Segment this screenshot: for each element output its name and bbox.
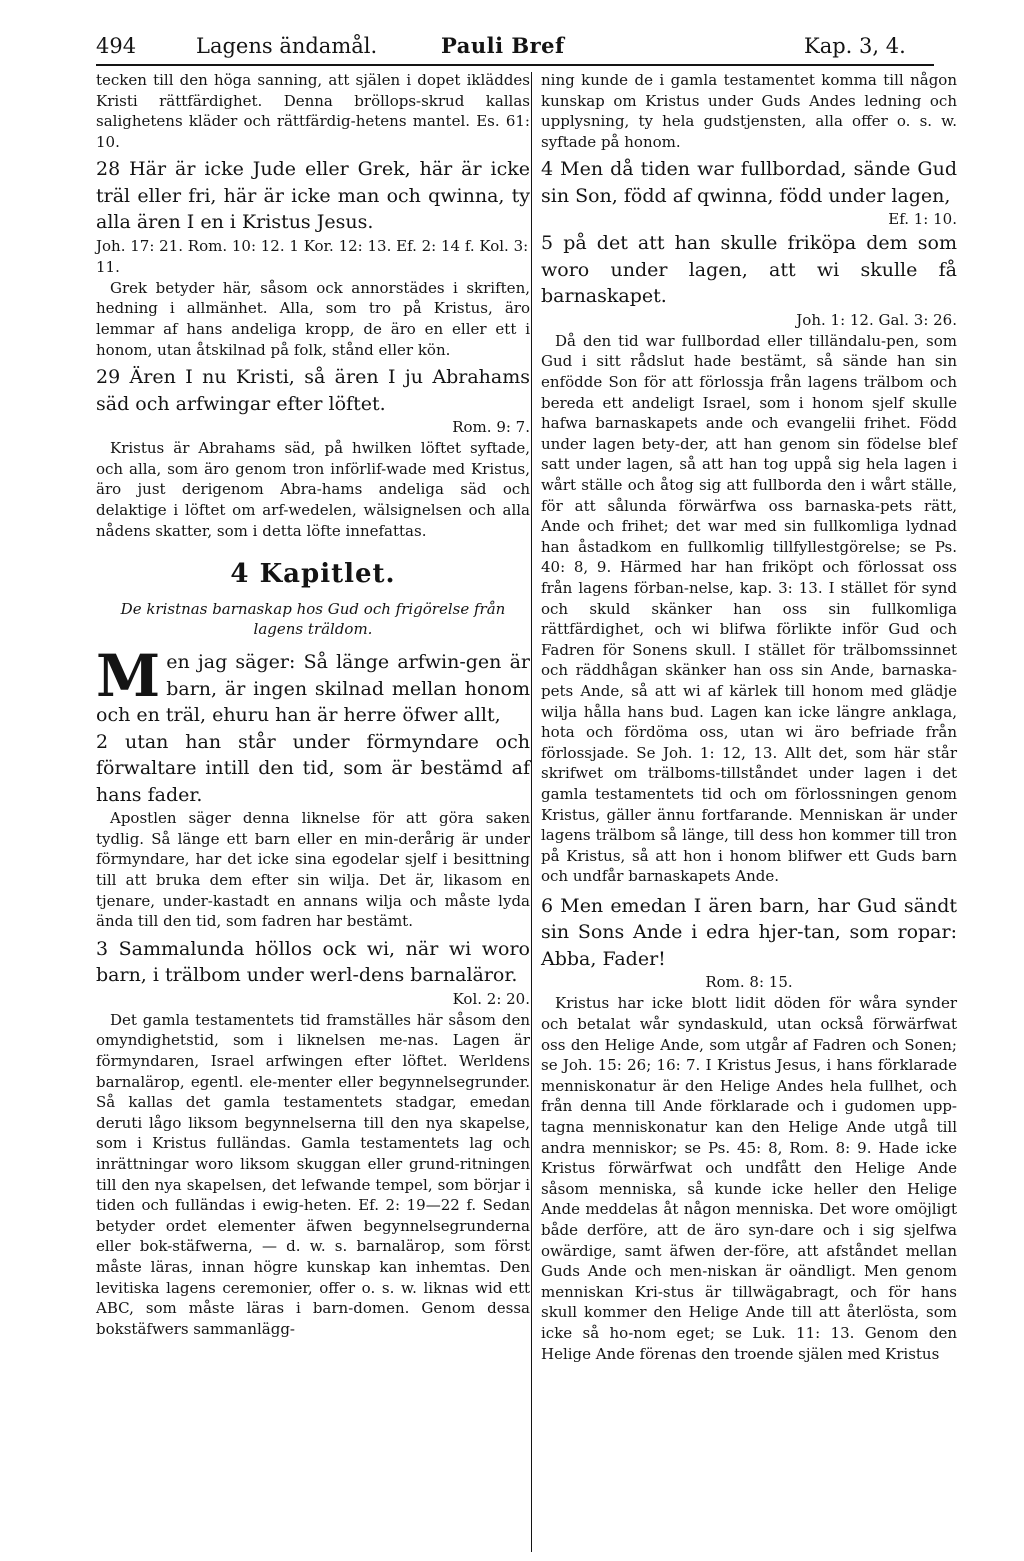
- verse-reference: Rom. 8: 15.: [705, 973, 793, 992]
- chapter-indicator: Kap. 3, 4.: [804, 34, 906, 58]
- commentary-block: tecken till den höga sanning, att själen i dopet ikläddes Kristi rättfärdighet. Denna bröllops-skrud kallas salighetens kläder och rättfärdig-hetens mantel. Es. 61: 10.: [96, 71, 530, 151]
- chapter-title: 4 Kapitlet.: [230, 559, 396, 590]
- verse-29: 29 Ären I nu Kristi, så ären I ju Abrahams säd och arfwingar efter löftet.: [96, 366, 530, 415]
- header-rule: [96, 64, 934, 66]
- verse-reference: Rom. 9: 7.: [452, 418, 530, 437]
- verse-reference: Ef. 1: 10.: [888, 210, 957, 229]
- verse-4: 4 Men då tiden war fullbordad, sände Gud sin Son, född af qwinna, född under lagen,: [541, 158, 957, 207]
- verse-1: [96, 642, 530, 729]
- center-running-title: Pauli Bref: [441, 33, 565, 58]
- verse-28: 28 Här är icke Jude eller Grek, här är icke träl eller fri, här är icke man och qwinna, ty alla ären I en i Kristus Jesus.: [96, 158, 530, 234]
- verse-6: 6 Men emedan I ären barn, har Gud sändt sin Sons Ande i edra hjer-tan, som ropar: Abba, Fader!: [541, 894, 957, 970]
- verse-references: Joh. 1: 12. Gal. 3: 26.: [796, 310, 957, 329]
- commentary-block: Apostlen säger denna liknelse för att göra saken tydlig. Så länge ett barn eller en min-derårig är under förmyndare, har det icke sina egodelar sjelf i besittning till att bruka dem efter sin wilja. Det är, likasom en tjenare, under-kastadt en annans wilja och måste lyda ända till den tid, som fadren har bestämt.: [96, 809, 530, 931]
- commentary-block: Kristus har icke blott lidit döden för wåra synder och betalat wår syndaskuld, utan också förwärfwat oss den Helige Ande, som utgår af Fadren och Sonen; se Joh. 15: 26; 16: 7. I Kristus Jesus, i hans förklarade menniskonatur är den Helige Andes hela fullhet, och från denna till Ande förklarade och i gudomen upp-tagna menniskonatur kan den Helige Ande utgå till andra menniskor; se Ps. 45: 8, Rom. 8: 9. Hade icke Kristus förwärfwat och undfått den Helige Ande såsom menniska, så kunde icke heller den Helige Ande meddelas åt någon menniska. Det wore omöjligt både derföre, att de äro syn-dare och i sig sjelfwa owärdige, samt äfwen der-före, att afståndet mellan Guds Ande och men-niskan är oändligt. Men genom menniskan Kri-stus är tillwägabragt, och för hans skull kommer den Helige Ande till att återlösta, som icke så ho-nom eget; se Luk. 11: 13. Genom den Helige Ande förenas den troende själen med Kristus: [541, 994, 957, 1363]
- verse-1-text: en jag säger: Så länge arfwin-gen är barn, är ingen skilnad mellan honom och en träl, ehuru han är herre öfwer allt,: [96, 651, 530, 727]
- verse-5: 5 på det att han skulle friköpa dem som woro under lagen, att wi skulle få barnaskapet.: [541, 232, 957, 308]
- running-head: [96, 26, 934, 66]
- right-column: [541, 70, 957, 1364]
- commentary-block: ning kunde de i gamla testamentet komma till någon kunskap om Kristus under Guds Andes ledning och upplysning, ty hela gudstjensten, alla offer o. s. w. syftade på honom.: [541, 71, 957, 151]
- left-column: [96, 70, 530, 1339]
- left-running-title: Lagens ändamål.: [196, 34, 378, 58]
- verse-references: Joh. 17: 21. Rom. 10: 12. 1 Kor. 12: 13. Ef. 2: 14 f. Kol. 3: 11.: [96, 236, 529, 276]
- chapter-summary: De kristnas barnaskap hos Gud och frigörelse från lagens träldom.: [120, 600, 506, 639]
- commentary-block: Grek betyder här, såsom ock annorstädes i skriften, hedning i allmänhet. Alla, som tro på Kristus, äro lemmar af hans andeliga kropp, de äro en eller ett i honom, utan åtskilnad på folk, stånd eller kön.: [96, 278, 530, 359]
- verse-reference: Kol. 2: 20.: [452, 989, 530, 1008]
- commentary-block: Då den tid war fullbordad eller tilländalu-pen, som Gud i sitt rådslut hade bestämt, så sände han sin enfödde Son för att förlossja från lagens trälbom och bereda ett andeligt Israel, som i honom sjelf skulle hafwa barnaskapets ande och evangelii frihet. Född under lagen bety-der, att han genom sin födelse blef satt under lagen, så att han tog uppå sig hela lagen i wårt ställe och åtog sig att fullborda den i wårt ställe, för att sålunda förwärfwa oss barnaska-pets rätt, Ande och frihet; det war med sin fullkomliga lydnad han åstadkom en fullkomlig tillfyllestgörelse; se Ps. 40: 8, 9. Härmed har han friköpt och förlossat oss från lagens förban-nelse, kap. 3: 13. I stället för synd och skuld skänker han oss sin fullkomliga rättfärdighet, och wi blifwa förlikte inför Gud och Fadren för Sonens skull. I stället för trälbomssinnet och räddhågan skänker han oss sin Ande, barnaska-pets Ande, så att wi af kärlek till honom med glädje wilja hålla hans bud. Lagen kan icke längre anklaga, hota och fördöma oss, utan wi äro befriade från förlossjade. Se Joh. 1: 12, 13. Allt det, som här står skrifwet om trälboms-tillståndet under lagen i det gamla testamentets tid och om förlossningen genom Kristus, gäller ännu fortfarande. Menniskan är under lagens trälbom så länge, till dess hon kommer till tron på Kristus, så att hon i honom blifwer ett Guds barn och undfår barnaskapets Ande.: [541, 331, 957, 886]
- column-divider: [531, 72, 532, 1552]
- commentary-block: Det gamla testamentets tid framställes här såsom den omyndighetstid, som i liknelsen me-nas. Lagen är förmyndaren, Israel arfwingen efter löftet. Werldens barnalärор, egentl. ele-menter eller begynnelsegrunder. Så kallas det gamla testamentets stadgar, emedan deruti lågo liksom begynnelserna till den nya skapelse, som i Kristus fulländas. Gamla testamentets lag och inrättningar woro liksom skuggan eller grund-ritningen till den nya skapelsen, det lefwande tempel, som börjar i tiden och fulländas i ewig-heten. Ef. 2: 19—22 f. Sedan betyder ordet elementer äfwen begynnelsegrunderna eller bok-stäfwerna, — d. w. s. barnalärор, som först måste läras, innan högre kunskap kan inhemtas. Den levitiska lagens ceremonier, offer o. s. w. liknas wid ett ABC, som måste läras i barn-domen. Genom dessa bokstäfwers sammanlägg-: [96, 1010, 530, 1338]
- verse-3: 3 Sammalunda höllos ock wi, när wi woro barn, i trälbom under werl-dens barnaläror.: [96, 937, 530, 987]
- drop-cap-initial: M: [96, 642, 161, 711]
- verse-2: 2 utan han står under förmyndare och förwaltare intill den tid, som är bestämd af hans fader.: [96, 730, 530, 806]
- commentary-block: Kristus är Abrahams säd, på hwilken löftet syftade, och alla, som äro genom tron införlif-wade med Kristus, äro just derigenom Abra-hams andeliga säd och delaktige i löftet om arf-wedelen, wälsignelsen och alla nådens skatter, som i detta löfte innefattas.: [96, 439, 530, 540]
- page-number: 494: [96, 34, 137, 58]
